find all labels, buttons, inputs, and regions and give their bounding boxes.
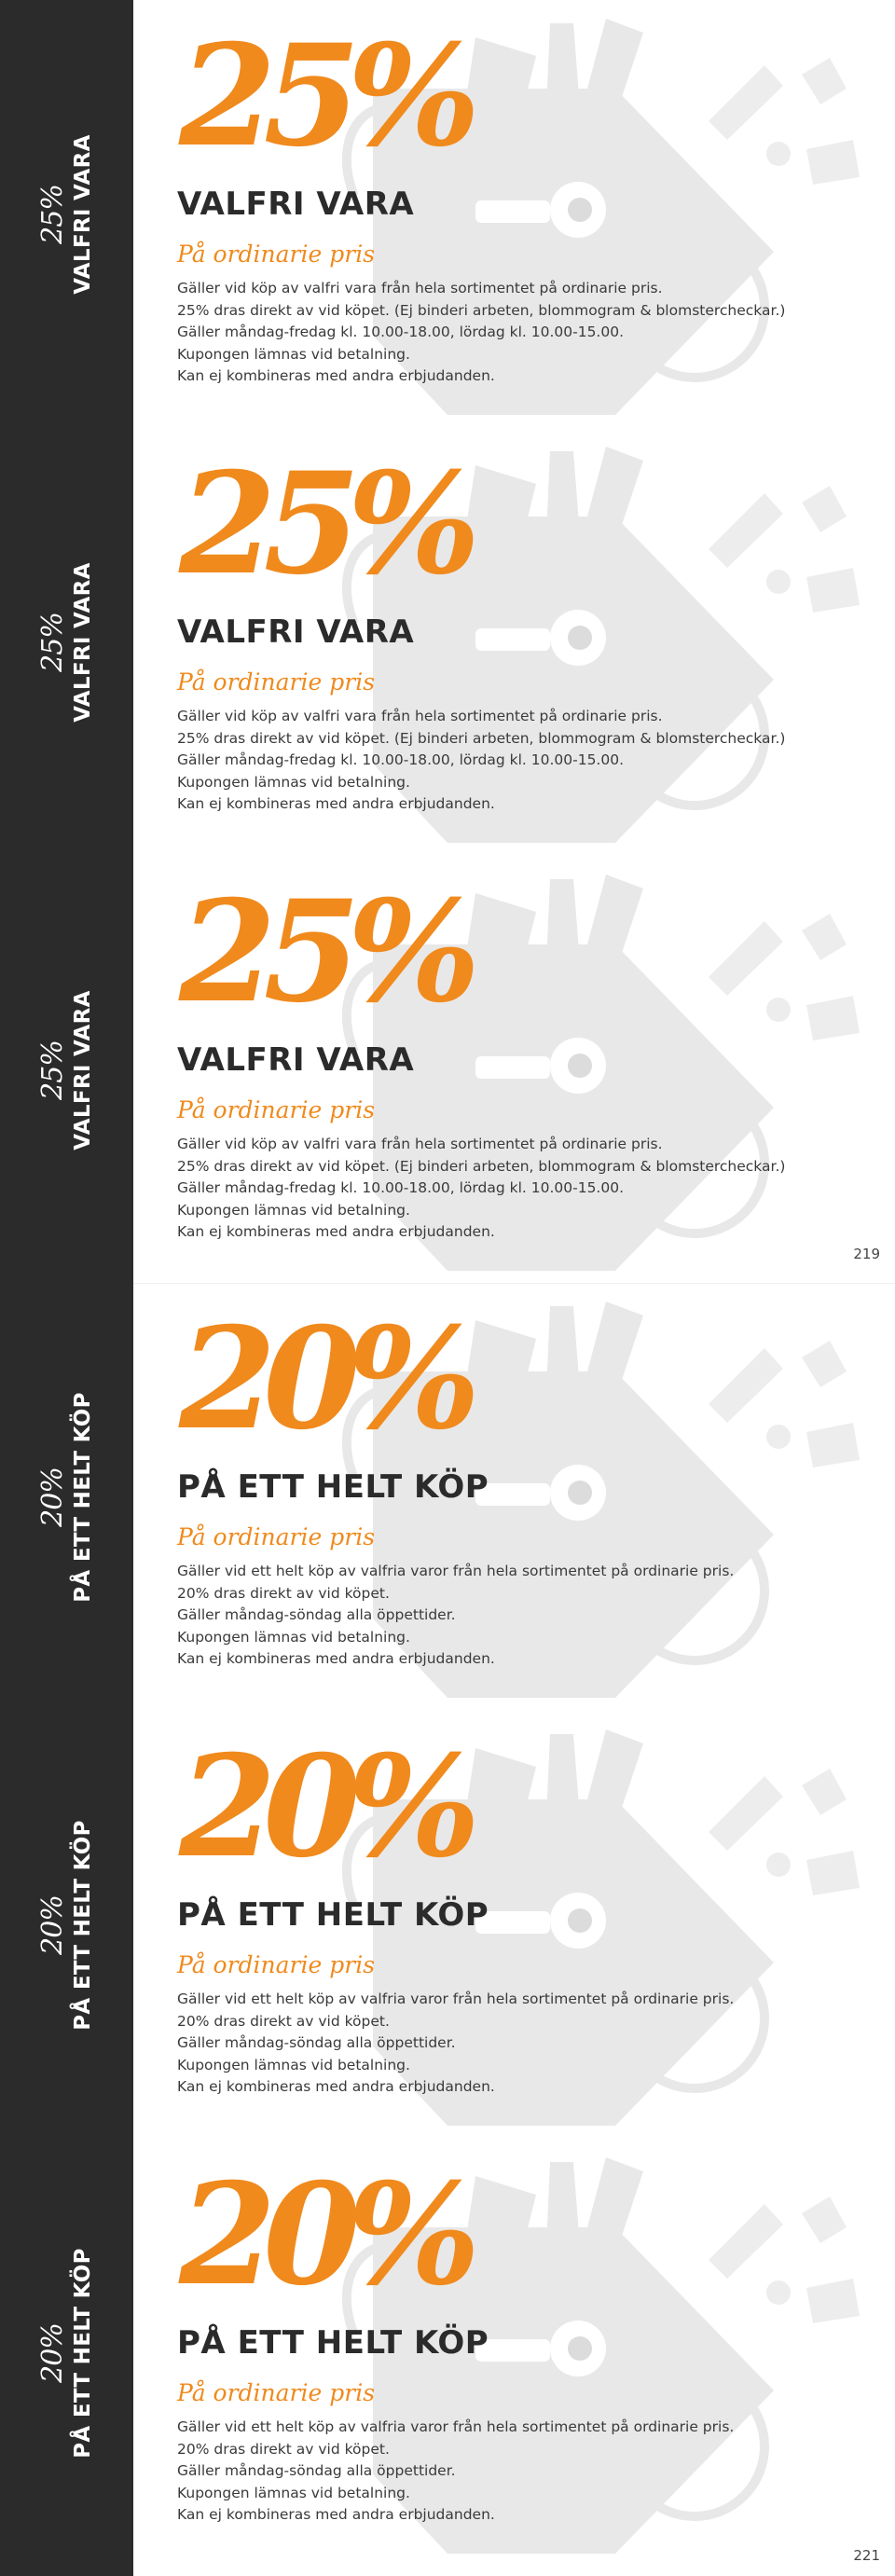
term-line: Kan ej kombineras med andra erbjudanden.	[177, 2078, 495, 2095]
term-line: Gäller vid ett helt köp av valfria varor från hela sortimentet på ordinarie pris.	[177, 1991, 735, 2007]
offer-title: PÅ ETT HELT KÖP	[177, 1468, 489, 1506]
discount-percent: 25%	[179, 870, 468, 1034]
discount-percent: 20%	[179, 2153, 468, 2317]
term-line: Gäller måndag-fredag kl. 10.00-18.00, lördag kl. 10.00-15.00.	[177, 751, 625, 768]
coupon-content	[177, 0, 867, 428]
offer-subtitle: På ordinarie pris	[177, 668, 376, 696]
stub-title: VALFRI VARA	[71, 990, 95, 1150]
page-221	[0, 1283, 895, 2576]
stub-title: PÅ ETT HELT KÖP	[71, 1392, 95, 1603]
coupon-content	[177, 428, 867, 856]
terms-list	[177, 1134, 785, 1244]
term-line: Gäller måndag-söndag alla öppettider.	[177, 2034, 456, 2051]
coupon-stub	[0, 0, 133, 428]
offer-title: PÅ ETT HELT KÖP	[177, 1896, 489, 1934]
stub-percent: 20%	[36, 1895, 69, 1955]
terms-list	[177, 1989, 734, 2099]
stub-percent: 25%	[36, 1040, 69, 1100]
terms-list	[177, 1561, 734, 1671]
offer-subtitle: På ordinarie pris	[177, 1523, 376, 1550]
coupon-3	[0, 856, 895, 1283]
term-line: 25% dras direkt av vid köpet. (Ej binderi arbeten, blommogram & blomstercheckar.)	[177, 1157, 786, 1175]
term-line: Kan ej kombineras med andra erbjudanden.	[177, 2506, 495, 2523]
term-line: Gäller måndag-söndag alla öppettider.	[177, 2462, 456, 2479]
coupon-stub	[0, 856, 133, 1283]
stub-title: PÅ ETT HELT KÖP	[71, 1820, 95, 2031]
term-line: Kupongen lämnas vid betalning.	[177, 2484, 410, 2501]
offer-subtitle: På ordinarie pris	[177, 2379, 376, 2406]
term-line: Gäller vid ett helt köp av valfria varor från hela sortimentet på ordinarie pris.	[177, 2418, 735, 2435]
term-line: Kupongen lämnas vid betalning.	[177, 773, 410, 791]
term-line: Gäller vid köp av valfri vara från hela sortimentet på ordinarie pris.	[177, 280, 663, 296]
term-line: Kan ej kombineras med andra erbjudanden.	[177, 795, 495, 812]
offer-subtitle: På ordinarie pris	[177, 241, 376, 268]
coupon-content	[177, 1283, 867, 1711]
term-line: Gäller vid ett helt köp av valfria varor från hela sortimentet på ordinarie pris.	[177, 1563, 735, 1579]
term-line: Kupongen lämnas vid betalning.	[177, 1201, 410, 1219]
discount-percent: 20%	[179, 1297, 468, 1461]
offer-title: PÅ ETT HELT KÖP	[177, 2324, 489, 2362]
term-line: Gäller måndag-fredag kl. 10.00-18.00, lördag kl. 10.00-15.00.	[177, 324, 625, 340]
offer-title: VALFRI VARA	[177, 1041, 415, 1079]
term-line: Kan ej kombineras med andra erbjudanden.	[177, 367, 495, 384]
coupon-2	[0, 428, 895, 856]
stub-title: VALFRI VARA	[71, 562, 95, 723]
terms-list	[177, 706, 785, 816]
term-line: Kan ej kombineras med andra erbjudanden.	[177, 1223, 495, 1240]
term-line: 20% dras direkt av vid köpet.	[177, 2012, 390, 2030]
term-line: Gäller vid köp av valfri vara från hela sortimentet på ordinarie pris.	[177, 708, 663, 724]
coupon-stub	[0, 2139, 133, 2567]
term-line: Kupongen lämnas vid betalning.	[177, 2056, 410, 2073]
stub-percent: 25%	[36, 185, 69, 244]
coupon-4	[0, 1283, 895, 1711]
coupon-5	[0, 1711, 895, 2139]
discount-percent: 20%	[179, 1725, 468, 1889]
coupon-content	[177, 1711, 867, 2139]
term-line: 20% dras direkt av vid köpet.	[177, 1584, 390, 1602]
stub-percent: 20%	[36, 1467, 69, 1527]
coupon-stub	[0, 1711, 133, 2139]
discount-percent: 25%	[179, 14, 468, 178]
coupon-stub	[0, 1283, 133, 1711]
coupon-stub	[0, 428, 133, 856]
stub-percent: 25%	[36, 613, 69, 672]
terms-list	[177, 278, 785, 388]
term-line: Kan ej kombineras med andra erbjudanden.	[177, 1650, 495, 1667]
term-line: 20% dras direkt av vid köpet.	[177, 2440, 390, 2458]
coupon-content	[177, 856, 867, 1283]
offer-subtitle: På ordinarie pris	[177, 1096, 376, 1123]
discount-percent: 25%	[179, 442, 468, 606]
term-line: Gäller vid köp av valfri vara från hela sortimentet på ordinarie pris.	[177, 1136, 663, 1152]
term-line: Gäller måndag-söndag alla öppettider.	[177, 1606, 456, 1623]
terms-list	[177, 2417, 734, 2527]
term-line: Kupongen lämnas vid betalning.	[177, 1628, 410, 1646]
offer-title: VALFRI VARA	[177, 186, 415, 223]
coupon-content	[177, 2139, 867, 2567]
coupon-6	[0, 2139, 895, 2567]
term-line: 25% dras direkt av vid köpet. (Ej binderi arbeten, blommogram & blomstercheckar.)	[177, 301, 786, 319]
coupon-1	[0, 0, 895, 428]
stub-title: VALFRI VARA	[71, 134, 95, 295]
stub-title: PÅ ETT HELT KÖP	[71, 2248, 95, 2459]
term-line: 25% dras direkt av vid köpet. (Ej binderi arbeten, blommogram & blomstercheckar.)	[177, 729, 786, 747]
term-line: Gäller måndag-fredag kl. 10.00-18.00, lördag kl. 10.00-15.00.	[177, 1179, 625, 1196]
offer-subtitle: På ordinarie pris	[177, 1951, 376, 1978]
stub-percent: 20%	[36, 2323, 69, 2383]
page-219	[0, 0, 895, 1283]
page-number: 221	[853, 2547, 880, 2564]
term-line: Kupongen lämnas vid betalning.	[177, 345, 410, 363]
offer-title: VALFRI VARA	[177, 613, 415, 651]
page-number: 219	[853, 1246, 880, 1262]
